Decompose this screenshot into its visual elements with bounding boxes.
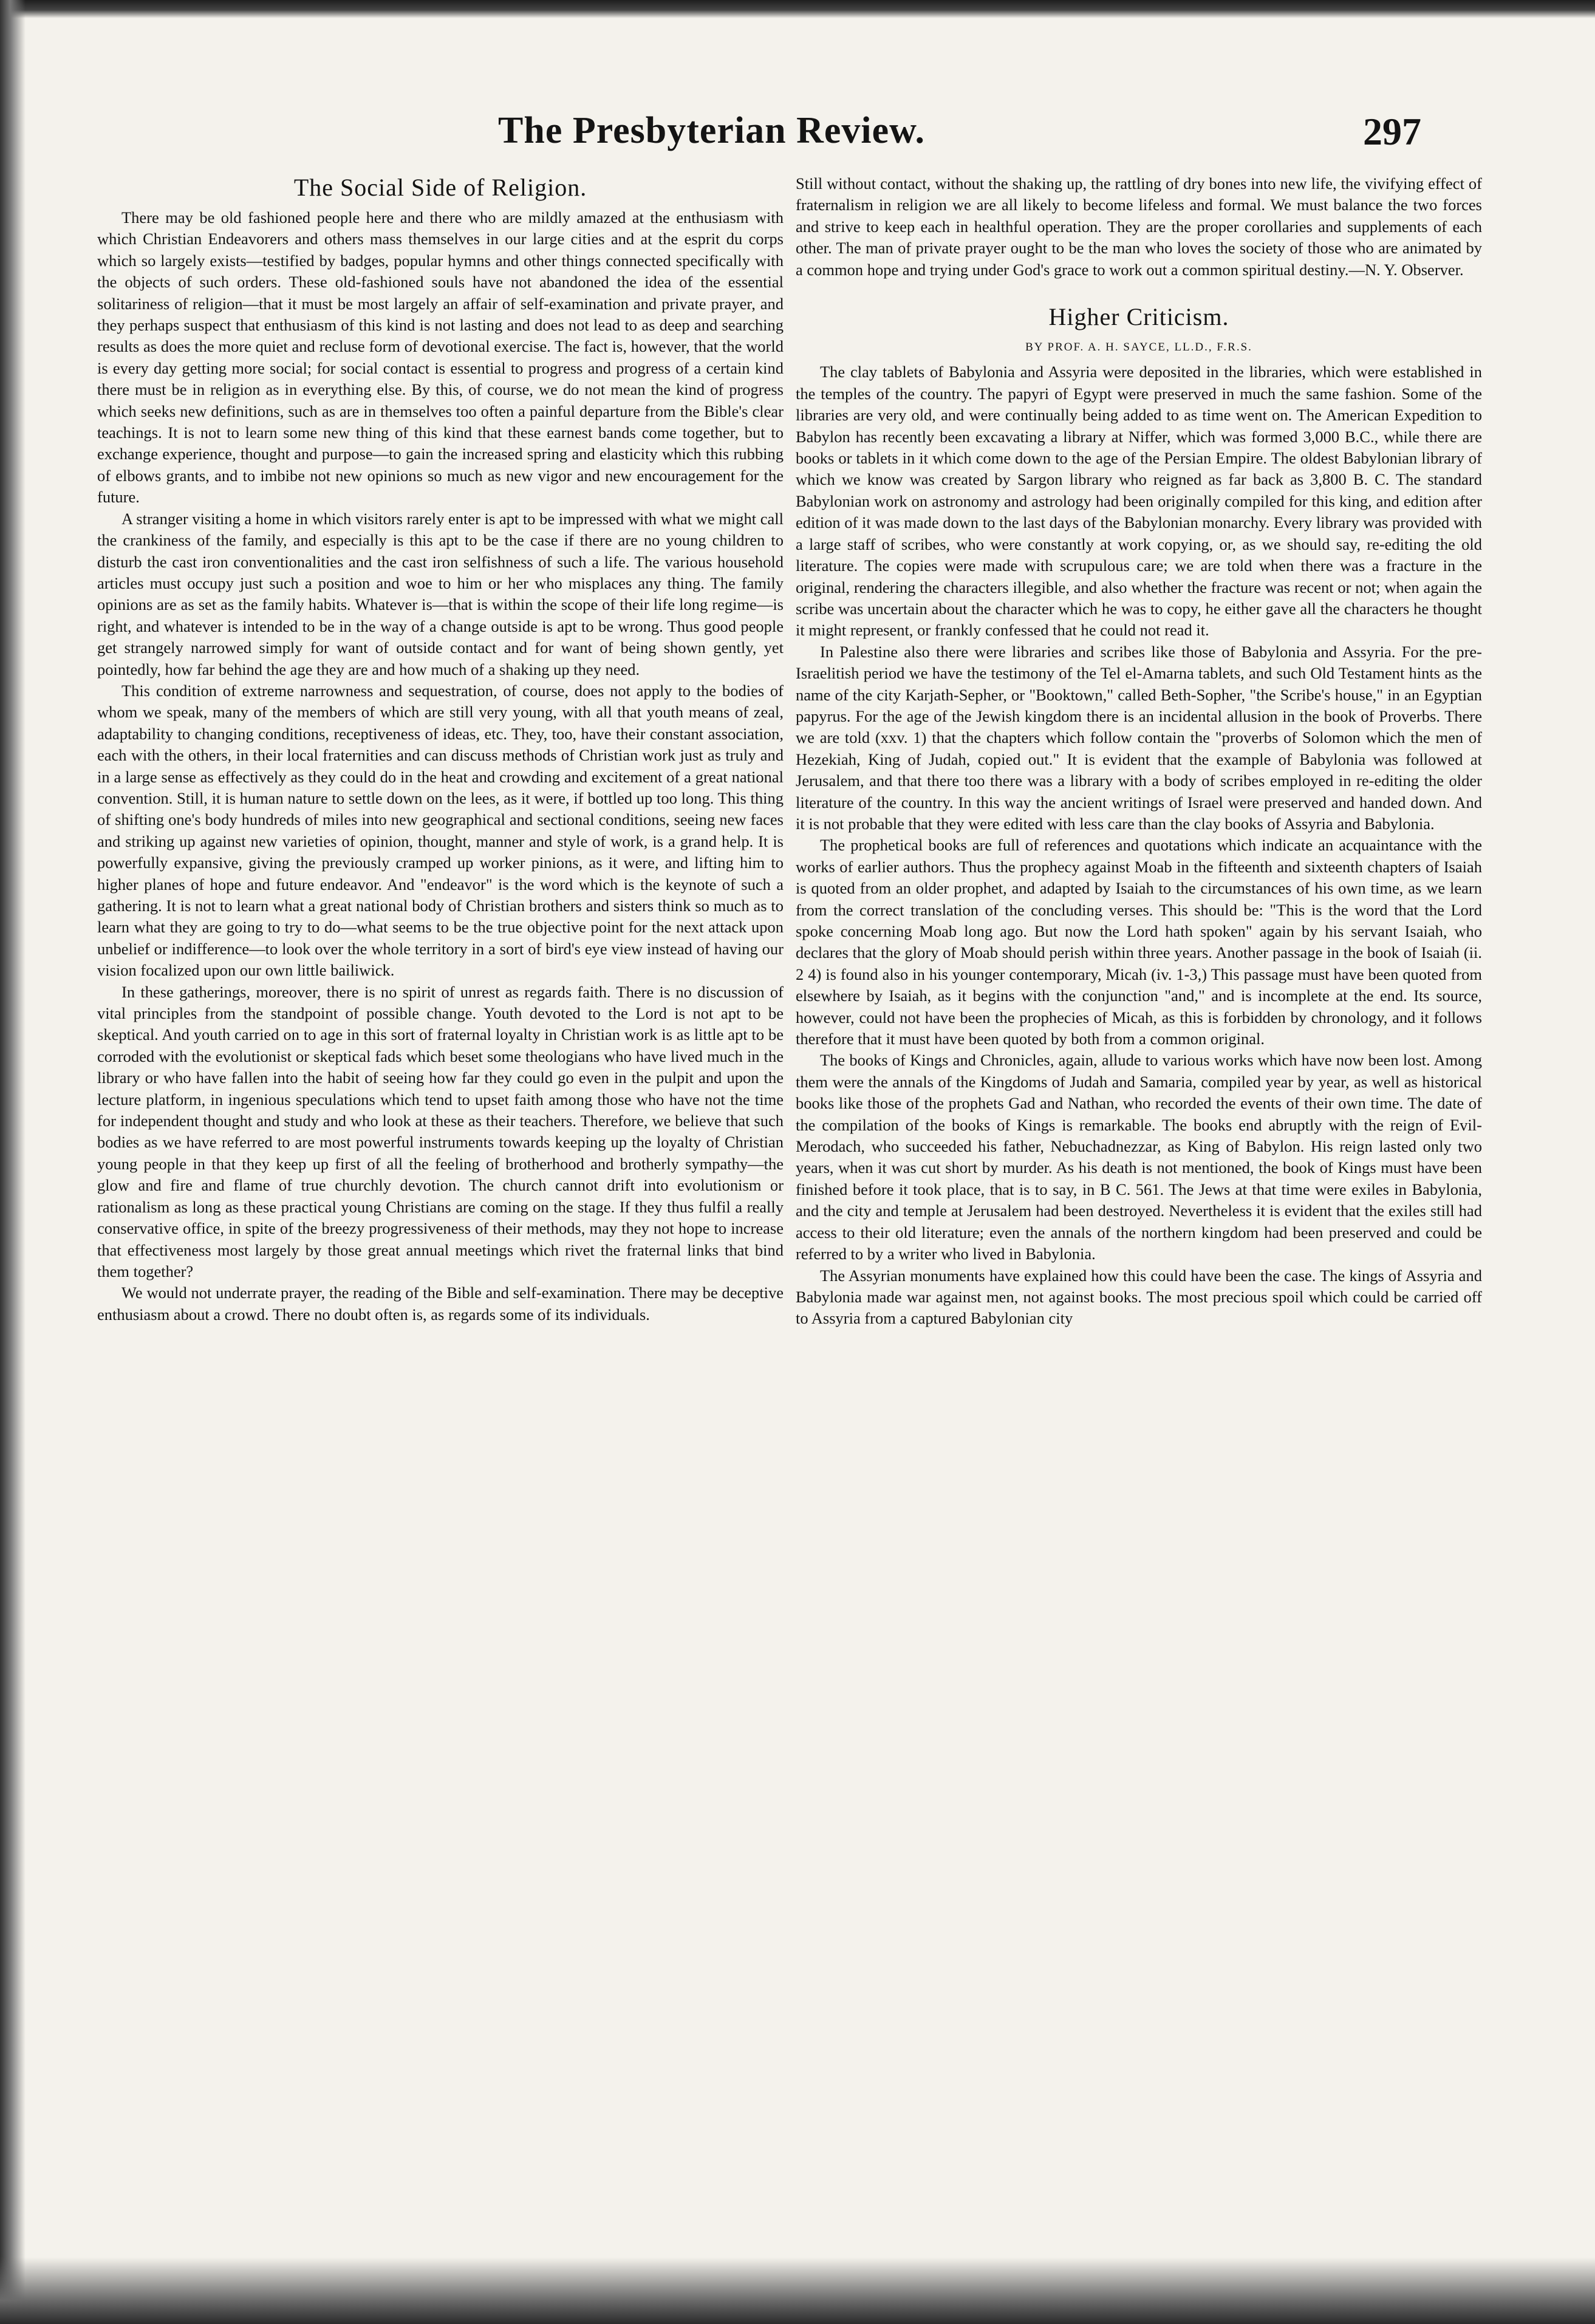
article-paragraph: We would not underrate prayer, the reading of the Bible and self-examination. There may be deceptive enthusiasm about a crowd. There no doubt often is, as regards some of its individuals. (97, 1283, 784, 1324)
article-byline: BY PROF. A. H. SAYCE, LL.D., F.R.S. (1025, 341, 1252, 354)
article-paragraph: The prophetical books are full of references and quotations which indicate an acquaintance with the works of earlier authors. Thus the prophecy against Moab in the fifteenth and sixteenth chapters of Isaiah is quoted from an older prophet, and adapted by Isaiah to the circumstances of his own time, as we learn from the correct translation of the concluding verses. This should be: "This is the word that the Lord spoke concerning Moab long ago. But now the Lord hath spoken" again by his servant Isaiah, who declares that the glory of Moab should perish within three years. Another passage in the book of Isaiah (ii. 2 4) is found also in his younger contemporary, Micah (iv. 1-3,) This passage must have been quoted from elsewhere by Isaiah, as it begins with the conjunction "and," and is incomplete at the end. Its source, however, could not have been the prophecies of Micah, as this is forbidden by chronology, and it follows therefore that it must have been quoted by both from a common original. (796, 836, 1482, 1048)
right-column (796, 173, 1482, 1330)
journal-title: The Presbyterian Review. (498, 110, 926, 151)
article-title-social-side: The Social Side of Religion. (293, 174, 587, 201)
scan-shadow-left (0, 0, 26, 2324)
article-paragraph: This condition of extreme narrowness and sequestration, of course, does not apply to the bodies of whom we speak, many of the members of which are still very young, with all that youth means of zeal, adaptability to changing conditions, receptiveness of ideas, etc. They, too, have their constant association, each with the others, in their local fraternities and can discuss methods of Christian work just as truly and in a large sense as effectively as they could do in the heat and crowding and excitement of a great national convention. Still, it is human nature to settle down on the lees, as it were, if bottled up too long. This thing of shifting one's body hundreds of miles into new geographical and sectional conditions, seeing new faces and striking up against new varieties of opinion, thought, manner and style of work, is a grand help. It is powerfully expansive, giving the previously cramped up worker pinions, as it were, and lifting him to higher planes of hope and future endeavor. And "endeavor" is the word which is the keynote of such a gathering. It is not to learn what a great national body of Christian brothers and sisters think so much as to learn what they are going to try to do—what seems to be the true objective point for the next attack upon unbelief or indifference—to look over the whole territory in a sort of bird's eye view instead of having our vision focalized upon our own little bailiwick. (97, 681, 784, 980)
article-paragraph: The books of Kings and Chronicles, again, allude to various works which have now been lost. Among them were the annals of the Kingdoms of Judah and Samaria, compiled year by year, as well as historical books like those of the prophets Gad and Nathan, who recorded the events of their own time. The date of the compilation of the books of Kings is remarkable. The books end abruptly with the reign of Evil-Merodach, who succeeded his father, Nebuchadnezzar, as King of Babylon. His reign lasted only two years, when it was cut short by murder. As his death is not mentioned, the book of Kings must have been finished before it took place, that is to say, in B C. 561. The Jews at that time were exiles in Babylonia, and the city and temple at Jerusalem had been destroyed. Nevertheless it is evident that the exiles still had access to their old literature; even the annals of the northern kingdom had been preserved and could be referred to by a writer who lived in Babylonia. (796, 1051, 1482, 1263)
article-paragraph: The Assyrian monuments have explained how this could have been the case. The kings of Assyria and Babylonia made war against men, not against books. The most precious spoil which could be carried off to Assyria from a captured Babylonian city (796, 1266, 1482, 1328)
article-title-higher-criticism: Higher Criticism. (1048, 303, 1229, 331)
article-paragraph: In Palestine also there were libraries and scribes like those of Babylonia and Assyria. For the pre-Israelitish period we have the testimony of the Tel el-Amarna tablets, and such Old Testament hints as the name of the city Karjath-Sepher, or "Booktown," called Beth-Sopher, "the Scribe's house," in an Egyptian papyrus. For the age of the Jewish kingdom there is an incidental allusion in the book of Proverbs. There we are told (xxv. 1) that the chapters which follow contain the "proverbs of Solomon which the men of Hezekiah, King of Judah, copied out." It is evident that the example of Babylonia was followed at Jerusalem, and that there too there was a library with a body of scribes employed in re-editing the older literature of the country. In this way the ancient writings of Israel were preserved and handed down. And it is not probable that they were edited with less care than the clay books of Assyria and Babylonia. (796, 642, 1482, 833)
scan-shadow-top (0, 0, 1595, 18)
page-header (462, 109, 1421, 164)
article-separator (796, 281, 1482, 302)
article-paragraph: A stranger visiting a home in which visitors rarely enter is apt to be impressed with what we might call the crankiness of the family, and especially is this apt to be the case if there are no young children to disturb the cast iron conventionalities and the cast iron selfishness of such a life. The various household articles must occupy just such a position and woe to him or her who misplaces any thing. The family opinions are as set as the family habits. Whatever is—that is within the scope of their life long regime—is right, and whatever is intended to be in the way of a change outside is apt to be wrong. Thus good people get strangely narrowed simply for want of outside contact and for want of being shown gently, yet pointedly, how far behind the age they are and how much of a shaking up they need. (97, 509, 784, 678)
article-paragraph: The clay tablets of Babylonia and Assyria were deposited in the libraries, which were established in the temples of the country. The papyri of Egypt were preserved in much the same fashion. Some of the libraries are very old, and were continually being added to as time went on. The American Expedition to Babylon has recently been excavating a library at Niffer, which was formed 3,000 B.C., while there are books or tablets in it which come down to the age of the Persian Empire. The oldest Babylonian library of which we know was created by Sargon library who reigned as far back as 3,800 B. C. The standard Babylonian work on astronomy and astrology had been originally compiled for this king, and edition after edition of it was made down to the last days of the Babylonian monarchy. Every library was provided with a large staff of scribes, who were constantly at work copying, or, as we should say, re-editing the old literature. The copies were made with scrupulous care; we are told when there was a fracture in the original, rendering the characters illegible, and also whether the fracture was recent or not; when again the scribe was uncertain about the character which he was to copy, he either gave all the characters he thought it might represent, or frankly confessed that he could not read it. (796, 363, 1482, 640)
scan-shadow-bottom (0, 2257, 1595, 2324)
article-paragraph: There may be old fashioned people here and there who are mildly amazed at the enthusiasm with which Christian Endeavorers and others mass themselves in our large cities and at the esprit du corps which so largely exists—testified by badges, popular hymns and other things connected specifically with the objects of such orders. These old-fashioned souls have not abandoned the idea of the essential solitariness of religion—that it must be most largely an affair of self-examination and private prayer, and they perhaps suspect that enthusiasm of this kind is not lasting and does not lead to as deep and searching results as does the more quiet and recluse form of devotional exercise. The fact is, however, that the world is every day getting more social; for social contact is essential to progress and progress of a certain kind there must be in religion as in everything else. By this, of course, we do not mean the kind of progress which seeks new definitions, such as are in themselves too often a painful departure from the Bible's clear teachings. It is not to learn some new thing of this kind that these earnest bands come together, but to exchange experience, thought and purpose—to gain the increased spring and elasticity which this rubbing of elbows grants, and to imbibe not new opinions so much as new vigor and new encouragement for the future. (97, 208, 784, 507)
article-continuation: Still without contact, without the shaking up, the rattling of dry bones into new life, the vivifying effect of fraternalism in religion we are all likely to become lifeless and formal. We must balance the two forces and strive to keep each in healthful operation. They are the proper corollaries and supplements of each other. The man of private prayer ought to be the man who loves the society of those who are animated by a common hope and trying under God's grace to work out a common spiritual destiny.—N. Y. Observer. (796, 174, 1482, 279)
article-paragraph: In these gatherings, moreover, there is no spirit of unrest as regards faith. There is no discussion of vital principles from the standpoint of possible change. Youth devoted to the Lord is not apt to be skeptical. And youth carried on to age in this sort of fraternal loyalty in Christian work is as little apt to be corroded with the evolutionist or skeptical fads which beset some theologians who have lived much in the library or who have fallen into the habit of seeing how far they could go even in the pulpit and upon the lecture platform, in ingenious speculations which tend to upset faith among those who have not the time for independent thought and study and who look at these as their teachers. Therefore, we believe that such bodies as we have referred to are most powerful instruments towards keeping up the loyalty of Christian young people in that they keep up first of all the feeling of brotherhood and brotherly sympathy—the glow and fire and flame of true churchly devotion. The church cannot drift into evolutionism or rationalism as long as these practical young Christians are coming on the stage. If they thus fulfil a really conservative office, in spite of the breezy progressiveness of their methods, may they not hope to increase that effectiveness most largely by those great annual meetings which rivet the fraternal links that bind them together? (97, 982, 784, 1280)
left-column (97, 173, 784, 1325)
page-number: 297 (1363, 110, 1421, 153)
